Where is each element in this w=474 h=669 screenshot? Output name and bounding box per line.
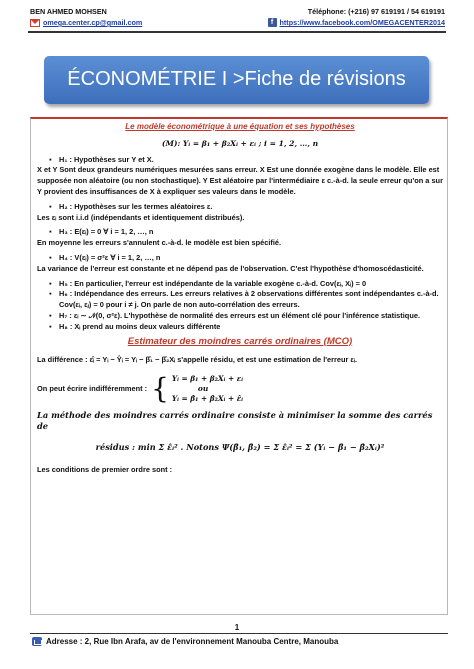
content-body xyxy=(37,121,443,475)
hypothesis-h5-text: H₅ : En particulier, l'erreur est indépendante de la variable exogène c.-à-d. Cov(εᵢ, Xᵢ) = 0 xyxy=(59,278,367,288)
hypothesis-h4-text: H₄ : V(εᵢ) = σ²ε ∀ i = 1, 2, …, n xyxy=(59,252,161,262)
hypothesis-h6: ▪ H₆ : Indépendance des erreurs. Les erreurs relatives à 2 observations différentes sont indépendantes c.-à-d. Cov(εᵢ, εⱼ) = 0 pour i ≠ j. On parle de non auto-corrélation des erreurs. xyxy=(37,289,443,311)
section-title-model: Le modèle économétrique à une équation et ses hypothèses xyxy=(125,122,355,131)
write-equivalently-label: On peut écrire indifféremment : xyxy=(37,383,148,393)
home-icon xyxy=(32,637,42,646)
method-statement: La méthode des moindres carrés ordinaire consiste à minimiser la somme des carrés de xyxy=(37,410,433,431)
hypothesis-h1-text: H₁ : Hypothèses sur Y et X. xyxy=(59,154,154,164)
hypothesis-h1: ▪ H₁ : Hypothèses sur Y et X. xyxy=(37,155,443,166)
pair-or: ou xyxy=(197,384,209,394)
paragraph-residual-definition: La différence : ε̂ᵢ = Yᵢ − Ŷᵢ = Yᵢ − β̂₁ − β̂₂Xᵢ s'appelle résidu, et est une estimation de l'erreur εᵢ. xyxy=(37,355,358,365)
hypothesis-h5: ▪ H₅ : En particulier, l'erreur est indépendante de la variable exogène c.-à-d. Cov(εᵢ, Xᵢ) = 0 xyxy=(37,279,443,290)
pair-equation-1: Yᵢ = β₁ + β₂Xᵢ + εᵢ xyxy=(171,374,244,384)
facebook-icon: f xyxy=(268,18,277,27)
equation-pair xyxy=(37,374,443,404)
brace-symbol: { xyxy=(151,372,169,406)
hypothesis-h6-text: H₆ : Indépendance des erreurs. Les erreurs relatives à 2 observations différentes sont indépendantes c.-à-d. Cov(εᵢ, εⱼ) = 0 pour i ≠ j. On parle de non auto-corrélation des erreurs. xyxy=(59,289,439,310)
author-name: BEN AHMED MOHSEN xyxy=(30,7,107,16)
page-number: 1 xyxy=(234,623,240,632)
address-text: Adresse : 2, Rue Ibn Arafa, av de l'environnement Manouba Centre, Manouba xyxy=(46,637,339,646)
email-row xyxy=(30,18,142,27)
pair-equation-2: Yᵢ = β̂₁ + β̂₂Xᵢ + ε̂ᵢ xyxy=(171,394,244,404)
content-frame xyxy=(30,117,448,615)
hypothesis-h2-text: H₂ : Hypothèses sur les termes aléatoires ε. xyxy=(59,201,213,211)
paragraph-mean-zero: En moyenne les erreurs s'annulent c.-à-d. le modèle est bien spécifié. xyxy=(37,238,282,248)
section-title-mco: Estimateur des moindres carrés ordinaires (MCO) xyxy=(127,335,353,347)
gmail-icon xyxy=(30,19,40,27)
facebook-link[interactable]: https://www.facebook.com/OMEGACENTER2014 xyxy=(279,18,445,27)
hypothesis-h2: ▪ H₂ : Hypothèses sur les termes aléatoires ε. xyxy=(37,202,443,213)
first-order-conditions: Les conditions de premier ordre sont : xyxy=(37,464,173,474)
page-footer xyxy=(32,637,338,646)
facebook-row xyxy=(268,18,445,27)
model-equation: (M): Yᵢ = β₁ + β₂Xᵢ + εᵢ ; i = 1, 2, …, n xyxy=(161,138,319,148)
paragraph-x-y: X et Y Sont deux grandeurs numériques mesurées sans erreur. X Est une donnée exogène dans le modèle. Elle est supposée non aléatoire (ou non stochastique). Y Est aléatoire par l'intermédiaire ε c.-à-d. la seule erreur qu'on a sur Y provient des insuffisances de X à expliquer ses valeurs dans le modèle. xyxy=(37,165,443,196)
hypothesis-h3-text: H₃ : E(εᵢ) = 0 ∀ i = 1, 2, …, n xyxy=(59,227,154,237)
equation-pair-lines xyxy=(172,374,243,404)
hypothesis-h8-text: H₈ : Xᵢ prend au moins deux valeurs différente xyxy=(59,321,221,331)
title-banner: ÉCONOMÉTRIE I >Fiche de révisions xyxy=(44,56,429,104)
phone-number: Téléphone: (+216) 97 619191 / 54 619191 xyxy=(307,7,445,16)
hypothesis-h7-text: H₇ : εᵢ ∼ 𝒩(0, σ²ε). L'hypothèse de normalité des erreurs est un élément clé pour l'inférence statistique. xyxy=(59,310,421,320)
residuals-minimization: résidus : min Σ ε̂ᵢ² . Notons Ψ(β̂₁, β̂₂) = Σ ε̂ᵢ² = Σ (Yᵢ − β̂₁ − β̂₂Xᵢ)² xyxy=(95,441,385,452)
footer-divider xyxy=(30,633,448,634)
email-link[interactable]: omega.center.cp@gmail.com xyxy=(43,18,143,27)
hypothesis-h4: ▪ H₄ : V(εᵢ) = σ²ε ∀ i = 1, 2, …, n xyxy=(37,253,443,264)
hypothesis-h7: ▪ H₇ : εᵢ ∼ 𝒩(0, σ²ε). L'hypothèse de normalité des erreurs est un élément clé pour l'inférence statistique. xyxy=(37,311,443,322)
paragraph-homoscedasticity: La variance de l'erreur est constante et ne dépend pas de l'observation. C'est l'hypothèse d'homoscédasticité. xyxy=(37,263,424,273)
header-divider xyxy=(28,31,446,33)
hypothesis-h3: ▪ H₃ : E(εᵢ) = 0 ∀ i = 1, 2, …, n xyxy=(37,227,443,238)
hypothesis-h8: ▪ H₈ : Xᵢ prend au moins deux valeurs différente xyxy=(37,322,443,333)
paragraph-iid: Les εᵢ sont i.i.d (indépendants et identiquement distribués). xyxy=(37,212,245,222)
page-header xyxy=(30,5,445,39)
